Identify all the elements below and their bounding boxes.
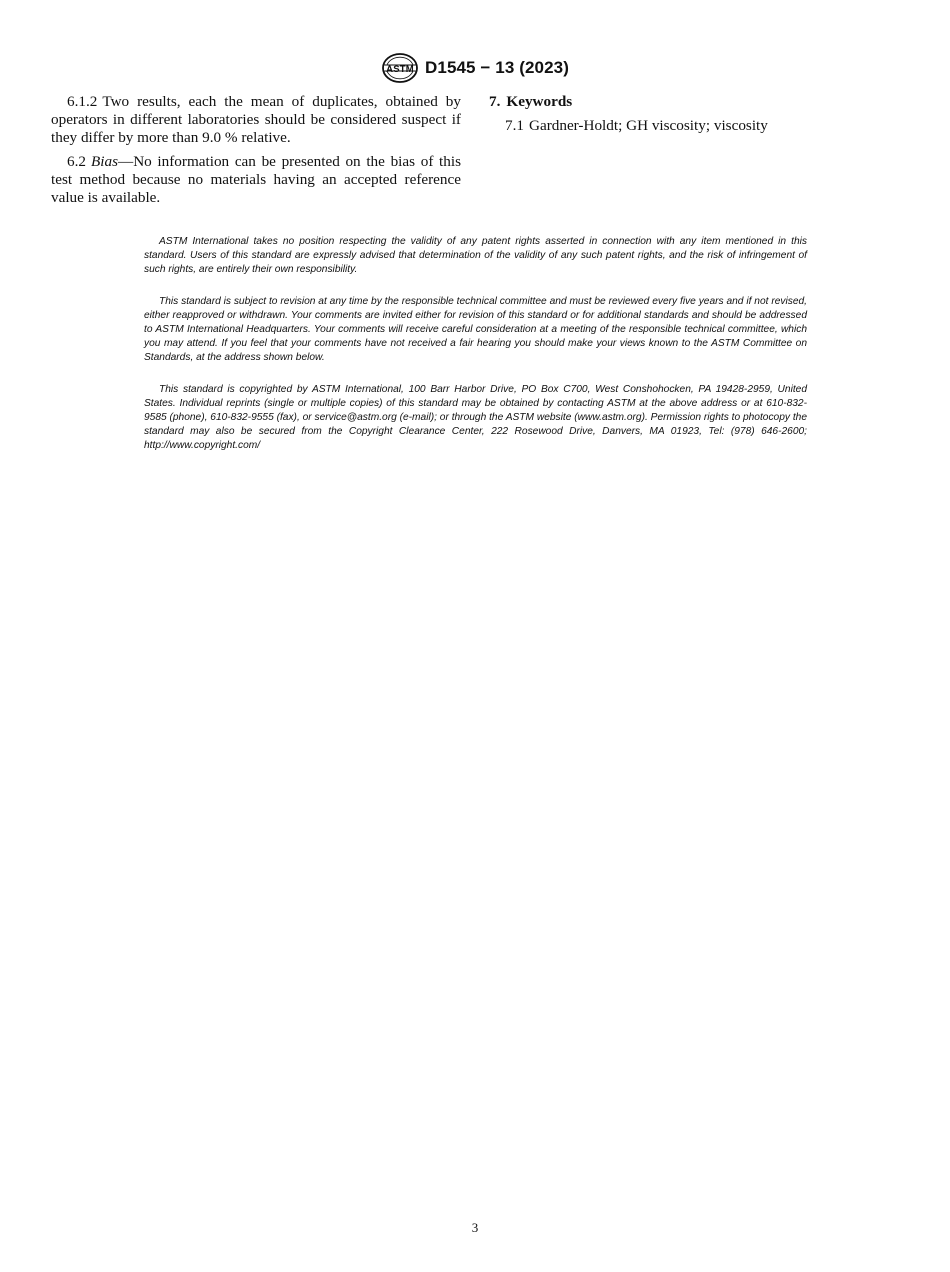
paragraph-text: Gardner-Holdt; GH viscosity; viscosity — [528, 117, 768, 134]
paragraph-text: Two results, each the mean of duplicates, obtained by operators in different laboratories should be considered suspect if they differ by more than 9.0 % relative. — [51, 93, 461, 146]
standard-designation: D1545 − 13 (2023) — [425, 58, 569, 77]
patent-notice: ASTM International takes no position respecting the validity of any patent rights asserted in connection with any item mentioned in this standard. Users of this standard are expressly advised that determination of the validity of any such patent rights, and the risk of infringement of such rights, are entirely their own responsibility. — [144, 236, 807, 275]
astm-logo-icon — [381, 51, 419, 85]
copyright-notice: This standard is copyrighted by ASTM International, 100 Barr Harbor Drive, PO Box C700, West Conshohocken, PA 19428-2959, United States. Individual reprints (single or multiple copies) of this standard may be obtained by contacting ASTM at the above address or at 610-832-9585 (phone), 610-832-9555 (fax), or service@astm.org (e-mail); or through the ASTM website (www.astm.org). Permission rights to photocopy the standard may also be secured from the Copyright Clearance Center, 222 Rosewood Drive, Danvers, MA 01923, Tel: (978) 646-2600; http://www.copyright.com/ — [144, 384, 807, 451]
header-inner — [381, 51, 569, 85]
revision-notice: This standard is subject to revision at any time by the responsible technical committee and must be reviewed every five years and if not revised, either reapproved or withdrawn. Your comments are invited either for revision of this standard or for additional standards and should be addressed to ASTM International Headquarters. Your comments will receive careful consideration at a meeting of the responsible technical committee, which you may attend. If you feel that your comments have not received a fair hearing you should make your views known to the ASTM Committee on Standards, at the address shown below. — [144, 296, 807, 363]
astm-logo-text: ASTM — [386, 64, 414, 75]
left-column — [51, 93, 461, 213]
paragraph-number: 7.1 — [505, 117, 524, 134]
page-header — [0, 50, 950, 86]
paragraph-number: 6.1.2 — [67, 93, 98, 110]
paragraph-number: 6.2 — [67, 153, 86, 170]
section-title: Keywords — [506, 93, 573, 110]
paragraph-6-2 — [51, 153, 461, 207]
section-number: 7. — [489, 93, 501, 110]
paragraph-title: Bias — [90, 153, 118, 170]
paragraph-7-1 — [489, 117, 899, 135]
paragraph-6-1-2 — [51, 93, 461, 147]
paragraph-text: —No information can be presented on the bias of this test method because no materials having an accepted reference value is available. — [51, 153, 461, 206]
page-number: 3 — [471, 1220, 479, 1235]
legal-notices — [144, 235, 807, 471]
right-column — [489, 93, 899, 135]
section-heading-keywords — [489, 93, 899, 111]
